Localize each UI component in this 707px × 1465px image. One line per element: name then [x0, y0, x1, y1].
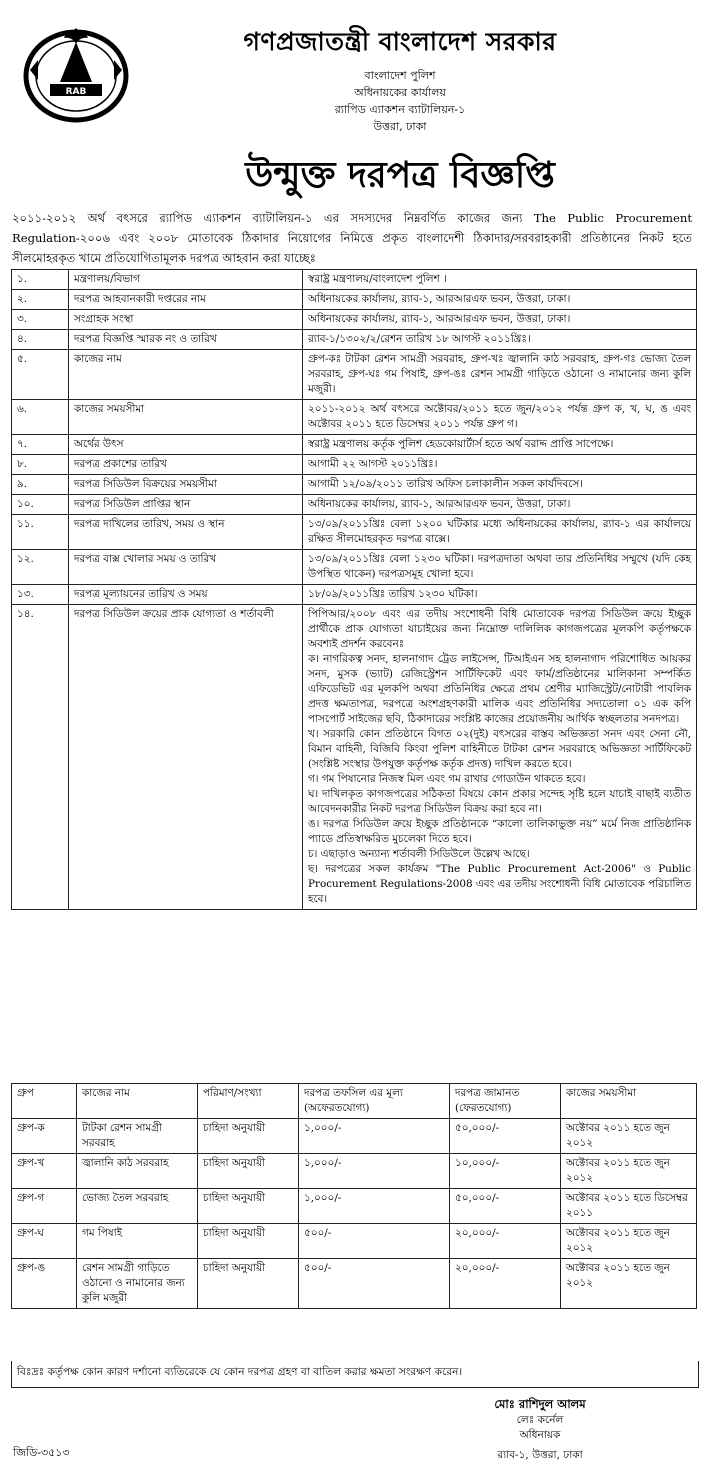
row-serial: ৭. — [12, 435, 69, 455]
cell: ২০,০০০/- — [450, 1224, 561, 1259]
row-label: দরপত্র সিডিউল প্রাপ্তির স্থান — [69, 495, 303, 515]
row-serial: ৯. — [12, 475, 69, 495]
condition-cha: চ। এছাড়াও অন্যান্য শর্তাবলী সিডিউলে উল্লেখ আছে। — [308, 848, 530, 860]
header-cell: দরপত্র তফসিল এর মূল্য (অফেরতযোগ্য) — [299, 1084, 450, 1119]
row-label: দরপত্র মূল্যায়নের তারিখ ও সময় — [69, 585, 303, 605]
cell: গ্রুপ-ক — [12, 1119, 77, 1154]
row-label: অর্থের উৎস — [69, 435, 303, 455]
table-row — [12, 350, 697, 400]
group-table-header — [12, 1084, 697, 1119]
emblem-text: RAB — [65, 87, 87, 97]
notice-header — [0, 0, 707, 202]
row-label: মন্ত্রণালয়/বিভাগ — [69, 270, 303, 290]
table-row — [12, 605, 697, 910]
table-row — [12, 435, 697, 455]
table-row — [12, 455, 697, 475]
header-line-location: উত্তরা, ঢাকা — [373, 120, 427, 133]
signatory-name: মোঃ রাশিদুল আলম — [494, 1397, 586, 1411]
row-value: অধিনায়কের কার্যালয়, র‍্যাব-১, আরআরএফ ভবন, উত্তরা, ঢাকা। — [303, 495, 697, 515]
cell: গ্রুপ-ঘ — [12, 1224, 77, 1259]
cell: চাহিদা অনুযায়ী — [198, 1154, 299, 1189]
table-row — [12, 550, 697, 585]
header-cell: পরিমাণ/সংখ্যা — [198, 1084, 299, 1119]
cell: জ্বালানি কাঠ সরবরাহ — [77, 1154, 198, 1189]
row-value: ২০১১-২০১২ অর্থ বৎসরে অক্টোবর/২০১১ হতে জুন/২০১২ পর্যন্ত গ্রুপ ক, খ, ঘ, ঙ এবং অক্টোবর ২০১১ হতে ডিসেম্বর ২০১১ পর্যন্ত গ্রুপ গ। — [303, 400, 697, 435]
row-label: দরপত্র সিডিউল ক্রয়ের প্রাক যোগ্যতা ও শর্তাবলী — [69, 605, 303, 910]
row-serial: ১৪. — [12, 605, 69, 910]
row-value: স্বরাষ্ট্র মন্ত্রণালয় কর্তৃক পুলিশ হেডকোয়ার্টার্স হতে অর্থ বরাদ্দ প্রাপ্তি সাপেক্ষে। — [303, 435, 697, 455]
header-line-office: অধিনায়কের কার্যালয় — [354, 86, 446, 99]
header-cell: কাজের সময়সীমা — [561, 1084, 697, 1119]
row-label: কাজের সময়সীমা — [69, 400, 303, 435]
cell: চাহিদা অনুযায়ী — [198, 1259, 299, 1309]
table-row — [12, 1154, 697, 1189]
signatory-office: র‍্যাব-১, উত্তরা, ঢাকা — [497, 1449, 583, 1461]
row-serial: ১৩. — [12, 585, 69, 605]
table-row — [12, 1189, 697, 1224]
condition-gha: ঘ। দাখিলকৃত কাগজপত্রের সঠিকতা বিষয়ে কোন প্রকার সন্দেহ সৃষ্টি হলে যাচাই বাছাই ব্যতীত আবেদনকারীর নিকট দরপত্র সিডিউল বিক্রয় করা হবে না। — [308, 788, 691, 815]
condition-ka: ক। নাগরিকত্ব সনদ, হালনাগাদ ট্রেড লাইসেন্স, টিআইএন সহ হালনাগাদ পরিশোধিত আয়কর সনদ, মুসক (ভ্যাট) রেজিস্ট্রেশন সার্টিফিকেট এবং ফার্ম/প্রতিষ্ঠানের মালিকানা সম্পর্কিত এফিডেভিট এর মূলকপি অথবা প্রতিনিধির ক্ষেত্রে প্রথম শ্রেণীর ম্যাজিস্ট্রেট/নোটারী পাবলিক প্রদত্ত ক্ষমতাপত্র, দরপত্রে অংশগ্রহণকারী মালিক এবং প্রতিনিধির সদ্যতোলা ০১ এক কপি পাসপোর্ট সাইজের ছবি, ঠিকাদারের সংশ্লিষ্ট কাজের প্রয়োজনীয় আর্থিক স্বচ্ছলতার সনদপত্র। — [308, 653, 691, 725]
cell: রেশন সামগ্রী গাড়িতে ওঠানো ও নামানোর জন্য কুলি মজুরী — [77, 1259, 198, 1309]
row-value: আগামী ২২ আগস্ট ২০১১খ্রিঃ। — [303, 455, 697, 475]
table-row — [12, 495, 697, 515]
row-label: দরপত্র বাক্স খোলার সময় ও তারিখ — [69, 550, 303, 585]
table-row — [12, 1259, 697, 1309]
row-serial: ৪. — [12, 330, 69, 350]
header-cell: দরপত্র জামানত (ফেরতযোগ্য) — [450, 1084, 561, 1119]
row-value: গ্রুপ-কঃ টাটকা রেশন সামগ্রী সরবরাহ, গ্রুপ-খঃ জ্বালানি কাঠ সরবরাহ, গ্রুপ-গঃ ভোজ্য তৈল সরবরাহ, গ্রুপ-ঘঃ গম পিষাই, গ্রুপ-ঙঃ রেশন সামগ্রী গাড়িতে ওঠানো ও নামানোর জন্য কুলি মজুরী। — [303, 350, 697, 400]
cell: ৫০,০০০/- — [450, 1119, 561, 1154]
table-row — [12, 515, 697, 550]
conditions-intro: পিপিআর/২০০৮ এবং এর তদীয় সংশোধনী বিধি মোতাবেক দরপত্র সিডিউল ক্রয়ে ইচ্ছুক প্রার্থীকে প্রাক যোগ্যতা যাচাইয়ের জন্য নিম্নোক্ত দালিলিক কাগজপত্রের মূলকপি কর্তৃপক্ষকে অবশ্যই প্রদর্শন করবেনঃ — [308, 608, 691, 650]
header-line-battalion: র‍্যাপিড এ্যাকশন ব্যাটালিয়ন-১ — [334, 103, 466, 116]
conditions-cell — [303, 605, 697, 910]
row-label: দরপত্র সিডিউল বিক্রয়ের সময়সীমা — [69, 475, 303, 495]
row-value: আগামী ১২/০৯/২০১১ তারিখ অফিস চলাকালীন সকল কার্যদিবসে। — [303, 475, 697, 495]
cell: চাহিদা অনুযায়ী — [198, 1119, 299, 1154]
row-value: অধিনায়কের কার্যালয়, র‍্যাব-১, আরআরএফ ভবন, উত্তরা, ঢাকা। — [303, 290, 697, 310]
table-row — [12, 1224, 697, 1259]
row-serial: ১. — [12, 270, 69, 290]
disclaimer-note: বিঃদ্রঃ কর্তৃপক্ষ কোন কারণ দর্শানো ব্যতিরেকে যে কোন দরপত্র গ্রহণ বা বাতিল করার ক্ষমতা সংরক্ষণ করেন। — [11, 1361, 699, 1388]
table-row — [12, 310, 697, 330]
cell: গ্রুপ-গ — [12, 1189, 77, 1224]
cell: ৫০,০০০/- — [450, 1189, 561, 1224]
cell: ৫০০/- — [299, 1224, 450, 1259]
row-serial: ১১. — [12, 515, 69, 550]
row-value: ১৩/০৯/২০১১খ্রিঃ বেলা ১২০০ ঘটিকার মধ্যে অধিনায়কের কার্যালয়, র‍্যাব-১ এর কার্যালয়ে রক্ষিত সীলমোহরকৃত দরপত্র বাক্সে। — [303, 515, 697, 550]
row-serial: ৫. — [12, 350, 69, 400]
group-table — [11, 1083, 697, 1309]
cell: চাহিদা অনুযায়ী — [198, 1189, 299, 1224]
cell: ২০,০০০/- — [450, 1259, 561, 1309]
cell: চাহিদা অনুযায়ী — [198, 1224, 299, 1259]
row-serial: ১০. — [12, 495, 69, 515]
row-serial: ৩. — [12, 310, 69, 330]
row-value: র‍্যাব-১/১৩০২/২/রেশন তারিখ ১৮ আগস্ট ২০১১খ্রিঃ। — [303, 330, 697, 350]
row-value: ১৩/০৯/২০১১খ্রিঃ বেলা ১২৩০ ঘটিকা। দরপত্রদাতা অথবা তার প্রতিনিধির সম্মুখে (যদি কেহ উপস্থিত থাকেন) দরপত্রসমূহ খোলা হবে। — [303, 550, 697, 585]
row-label: সংগ্রাহক সংস্থা — [69, 310, 303, 330]
cell: ১,০০০/- — [299, 1119, 450, 1154]
row-serial: ৬. — [12, 400, 69, 435]
table-row — [12, 585, 697, 605]
cell: ১,০০০/- — [299, 1154, 450, 1189]
row-label: দরপত্র বিজ্ঞপ্তি স্মারক নং ও তারিখ — [69, 330, 303, 350]
row-label: দরপত্র দাখিলের তারিখ, সময় ও স্থান — [69, 515, 303, 550]
row-value: ১৮/০৯/২০১১খ্রিঃ তারিখ ১২৩০ ঘটিকা। — [303, 585, 697, 605]
cell: গ্রুপ-ঙ — [12, 1259, 77, 1309]
row-label: দরপত্র প্রকাশের তারিখ — [69, 455, 303, 475]
table-row — [12, 475, 697, 495]
cell: ১,০০০/- — [299, 1189, 450, 1224]
table-row — [12, 270, 697, 290]
cell: ১০,০০০/- — [450, 1154, 561, 1189]
header-cell: গ্রুপ — [12, 1084, 77, 1119]
table-row — [12, 1119, 697, 1154]
signatory-rank: লেঃ কর্নেল — [516, 1414, 564, 1426]
condition-chha: ছ। দরপত্রের সকল কার্যক্রম "The Public Procurement Act-2006" ও Public Procurement Regulations-2008 এবং এর তদীয় সংশোধনী বিধি মোতাবেক পরিচালিত হবে। — [308, 863, 691, 905]
row-serial: ৮. — [12, 455, 69, 475]
intro-paragraph: ২০১১-২০১২ অর্থ বৎসরে র‍্যাপিড এ্যাকশন ব্যাটালিয়ন-১ এর সদস্যদের নিম্নবর্ণিত কাজের জন্য The Public Procurement Regulation-২০০৬ এবং ২০০৮ মোতাবেক ঠিকাদার নিয়োগের নিমিত্তে প্রকৃত বাংলাদেশী ঠিকাদার/সরবরাহকারী প্রতিষ্ঠানের নিকট হতে সীলমোহরকৃত খামে প্রতিযোগিতামূলক দরপত্র আহবান করা যাচ্ছেঃ — [12, 211, 692, 265]
cell: অক্টোবর ২০১১ হতে জুন ২০১২ — [561, 1154, 697, 1189]
cell: টাটকা রেশন সামগ্রী সরবরাহ — [77, 1119, 198, 1154]
cell: অক্টোবর ২০১১ হতে জুন ২০১২ — [561, 1119, 697, 1154]
table-row — [12, 330, 697, 350]
row-label: কাজের নাম — [69, 350, 303, 400]
cell: অক্টোবর ২০১১ হতে ডিসেম্বর ২০১১ — [561, 1189, 697, 1224]
row-value: স্বরাষ্ট্র মন্ত্রণালয়/বাংলাদেশ পুলিশ । — [303, 270, 697, 290]
row-serial: ২. — [12, 290, 69, 310]
row-value: অধিনায়কের কার্যালয়, র‍্যাব-১, আরআরএফ ভবন, উত্তরা, ঢাকা। — [303, 310, 697, 330]
table-row — [12, 400, 697, 435]
condition-ga: গ। গম পিষানোর নিজস্ব মিল এবং গম রাখার গোডাউন থাকতে হবে। — [308, 773, 586, 785]
tender-info-table — [11, 269, 697, 910]
cell: অক্টোবর ২০১১ হতে জুন ২০১২ — [561, 1224, 697, 1259]
signatory-designation: অধিনায়ক — [519, 1429, 561, 1441]
cell: ৫০০/- — [299, 1259, 450, 1309]
condition-kha: খ। সরকারি কোন প্রতিষ্ঠানে বিগত ০২(দুই) বৎসরের বাস্তব অভিজ্ঞতা সনদ এবং সেনা নৌ, বিমান বাহিনী, বিজিবি কিংবা পুলিশ বাহিনীতে টাটকা রেশন সরবরাহে অভিজ্ঞতা সার্টিফিকেট (সংশ্লিষ্ট সংস্থার উপযুক্ত কর্তৃপক্ষ কর্তৃক প্রদত্ত) দাখিল করতে হবে। — [308, 728, 691, 770]
notice-title: উন্মুক্ত দরপত্র বিজ্ঞপ্তি — [245, 154, 555, 196]
gd-number: জিডি-৩৫১৩ — [13, 1446, 70, 1459]
header-cell: কাজের নাম — [77, 1084, 198, 1119]
table-row — [12, 290, 697, 310]
rab-emblem-logo — [16, 20, 136, 126]
cell: গ্রুপ-খ — [12, 1154, 77, 1189]
condition-uma: ঙ। দরপত্র সিডিউল ক্রয়ে ইচ্ছুক প্রতিষ্ঠানকে “কালো তালিকাভুক্ত নয়” মর্মে নিজ প্রাতিষ্ঠানিক প্যাডে প্রতিস্বাক্ষরিত মুচলেকা দিতে হবে। — [308, 818, 691, 845]
cell: গম পিষাই — [77, 1224, 198, 1259]
header-line-police: বাংলাদেশ পুলিশ — [364, 69, 436, 82]
row-serial: ১২. — [12, 550, 69, 585]
government-title: গণপ্রজাতন্ত্রী বাংলাদেশ সরকার — [243, 27, 557, 56]
cell: অক্টোবর ২০১১ হতে জুন ২০১২ — [561, 1259, 697, 1309]
cell: ভোজ্য তৈল সরবরাহ — [77, 1189, 198, 1224]
row-label: দরপত্র আহবানকারী দপ্তরের নাম — [69, 290, 303, 310]
